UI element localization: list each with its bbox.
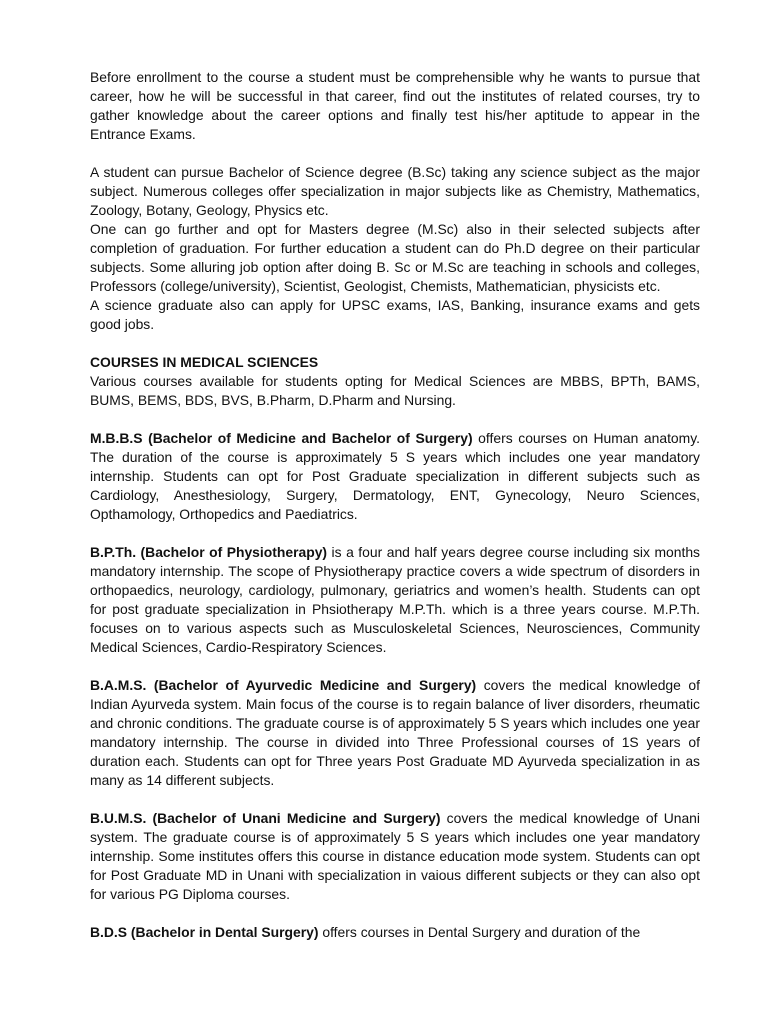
paragraph-bsc: A student can pursue Bachelor of Science degree (B.Sc) taking any science subject as the major subject. Numerous colleges offer specialization in major subjects like as Chemistry, Mathematics, Zoology, Botany, Geology, Physics etc. <box>90 164 700 218</box>
paragraph-medical-intro: Various courses available for students opting for Medical Sciences are MBBS, BPTh, BAMS, BUMS, BEMS, BDS, BVS, B.Pharm, D.Pharm and Nursing. <box>90 373 700 408</box>
document-page <box>90 68 700 942</box>
course-title-bpth: B.P.Th. (Bachelor of Physiotherapy) <box>90 544 328 560</box>
paragraph-bums <box>90 809 700 904</box>
paragraph-upsc: A science graduate also can apply for UPSC exams, IAS, Banking, insurance exams and gets good jobs. <box>90 297 700 332</box>
course-title-bums: B.U.M.S. (Bachelor of Unani Medicine and Surgery) <box>90 810 441 826</box>
paragraph-bams <box>90 676 700 790</box>
course-text-bums: covers the medical knowledge of Unani system. The graduate course is of approximately 5 S years which includes one year mandatory internship. Some institutes offers this course in distance education mode system. Students can opt for Post Graduate MD in Unani with specialization in vaious different subjects or they can also opt for various PG Diploma courses. <box>90 810 700 902</box>
paragraph-bds <box>90 923 700 942</box>
section-heading-medical: COURSES IN MEDICAL SCIENCES <box>90 354 319 370</box>
course-text-mbbs: offers courses on Human anatomy. The duration of the course is approximately 5 S years which includes one year mandatory internship. Students can opt for Post Graduate specialization in different subjects such as Cardiology, Anesthesiology, Surgery, Dermatology, ENT, Gynecology, Neuro Sciences, Opthamology, Orthopedics and Paediatrics. <box>90 430 700 522</box>
paragraph-mbbs <box>90 429 700 524</box>
course-title-bds: B.D.S (Bachelor in Dental Surgery) <box>90 924 319 940</box>
course-text-bds: offers courses in Dental Surgery and duration of the <box>318 924 641 940</box>
course-title-bams: B.A.M.S. (Bachelor of Ayurvedic Medicine and Surgery) <box>90 677 477 693</box>
paragraph-bpth <box>90 543 700 657</box>
course-text-bams: covers the medical knowledge of Indian Ayurveda system. Main focus of the course is to regain balance of liver disorders, rheumatic and chronic conditions. The graduate course is of approximately 5 S years which includes one year mandatory internship. The course in divided into Three Professional courses of 1S years of duration each. Students can opt for Three years Post Graduate MD Ayurveda specialization in as many as 14 different subjects. <box>90 677 701 788</box>
course-title-mbbs: M.B.B.S (Bachelor of Medicine and Bachelor of Surgery) <box>90 430 473 446</box>
course-text-bpth: is a four and half years degree course including six months mandatory internship. The scope of Physiotherapy practice covers a wide spectrum of disorders in orthopaedics, neurology, cardiology, pulmonary, geriatrics and women’s health. Students can opt for post graduate specialization in Phsiotherapy M.P.Th. which is a three years course. M.P.Th. focuses on to various aspects such as Musculoskeletal Sciences, Neurosciences, Community Medical Sciences, Cardio-Respiratory Sciences. <box>90 544 700 655</box>
paragraph-msc: One can go further and opt for Masters degree (M.Sc) also in their selected subjects after completion of graduation. For further education a student can do Ph.D degree on their particular subjects. Some alluring job option after doing B. Sc or M.Sc are teaching in schools and colleges, Professors (college/university), Scientist, Geologist, Chemists, Mathematician, physicists etc. <box>90 221 700 294</box>
paragraph-enrollment: Before enrollment to the course a student must be comprehensible why he wants to pursue that career, how he will be successful in that career, find out the institutes of related courses, try to gather knowledge about the career options and finally test his/her aptitude to appear in the Entrance Exams. <box>90 69 700 142</box>
